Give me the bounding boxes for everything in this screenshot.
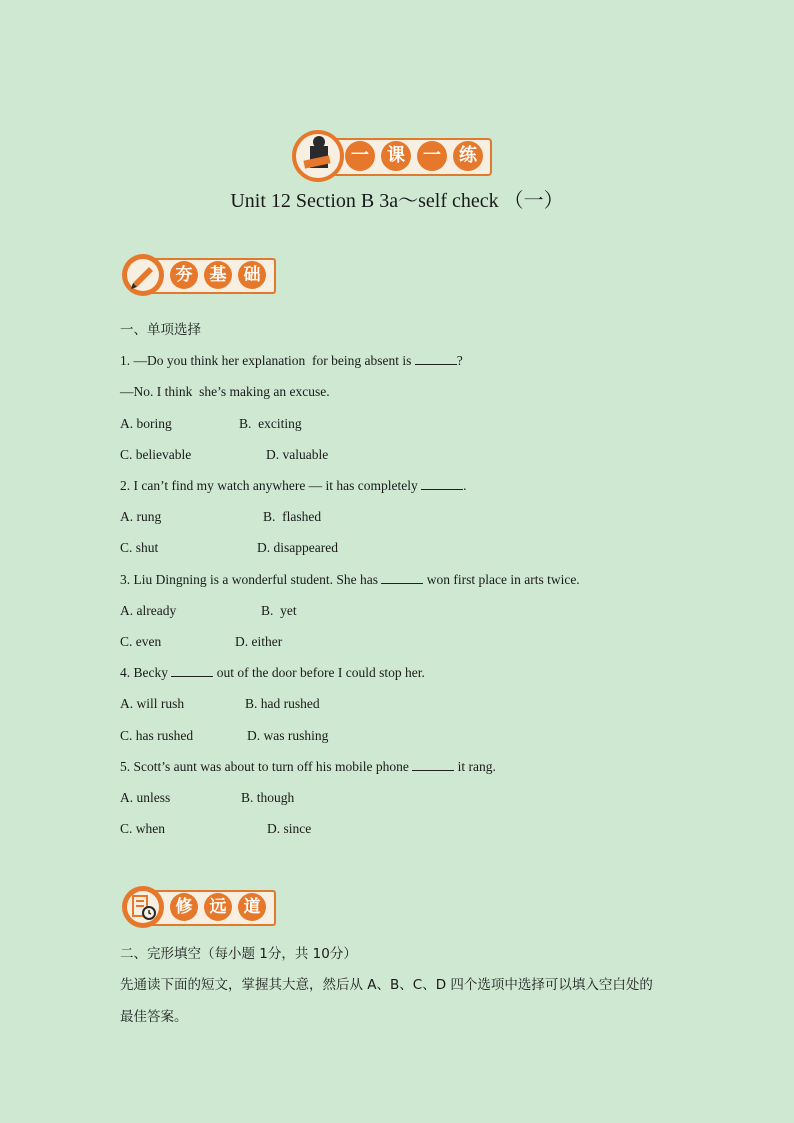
q2-option-a: A. rung — [120, 509, 162, 524]
q1-option-c: C. believable — [120, 447, 192, 462]
q5-option-d: D. since — [267, 821, 312, 836]
question-2 — [120, 477, 467, 495]
section2-heading: 二、完形填空（每小题 1分，共 10分） — [120, 946, 357, 962]
question-4 — [120, 664, 425, 682]
q2-option-c: C. shut — [120, 540, 159, 555]
q3-blank — [381, 571, 423, 584]
section2-char-1: 修 — [170, 893, 198, 921]
banner-char-2: 课 — [381, 141, 411, 171]
section1-char-1: 夯 — [170, 261, 198, 289]
banner-char-3: 一 — [417, 141, 447, 171]
page-title: Unit 12 Section B 3a～self check （一） — [230, 190, 564, 212]
question-5 — [120, 758, 496, 776]
q3-option-c: C. even — [120, 634, 162, 649]
section2-char-2: 远 — [204, 893, 232, 921]
section2-instruction-line1: 先通读下面的短文，掌握其大意，然后从 A、B、C、D 四个选项中选择可以填入空白处的 — [120, 977, 653, 993]
q5-stem-after: it rang. — [454, 759, 496, 774]
q3-stem-before: 3. Liu Dingning is a wonderful student. She has — [120, 572, 382, 587]
q1-stem-after: ? — [456, 353, 463, 368]
q1-blank — [415, 352, 457, 365]
q2-option-d: D. disappeared — [257, 540, 338, 555]
section2-instruction-line2: 最佳答案。 — [120, 1009, 188, 1025]
section2-char-3: 道 — [238, 893, 266, 921]
section-banner-1 — [120, 252, 280, 298]
section1-char-2: 基 — [204, 261, 232, 289]
q2-option-b: B. flashed — [263, 509, 322, 524]
q2-blank — [421, 477, 463, 490]
q1-extra: —No. I think she’s making an excuse. — [120, 384, 330, 399]
q3-option-a: A. already — [120, 603, 177, 618]
q5-option-a: A. unless — [120, 790, 171, 805]
q2-stem-after: . — [463, 478, 467, 493]
banner-char-4: 练 — [453, 141, 483, 171]
q5-blank — [412, 758, 454, 771]
q4-option-c: C. has rushed — [120, 728, 194, 743]
q1-option-a: A. boring — [120, 416, 172, 431]
q4-option-d: D. was rushing — [247, 728, 329, 743]
q4-stem-after: out of the door before I could stop her. — [213, 665, 425, 680]
q1-option-b: B. exciting — [239, 416, 302, 431]
q5-option-b: B. though — [241, 790, 295, 805]
pencil-emblem-icon — [120, 252, 166, 298]
banner-char-1: 一 — [345, 141, 375, 171]
q5-stem-before: 5. Scott’s aunt was about to turn off his mobile phone — [120, 759, 413, 774]
q1-stem-before: 1. —Do you think her explanation for being absent is — [120, 353, 415, 368]
q3-stem-after: won first place in arts twice. — [423, 572, 580, 587]
q3-option-b: B. yet — [261, 603, 297, 618]
q2-stem-before: 2. I can’t find my watch anywhere — it has completely — [120, 478, 422, 493]
q5-option-c: C. when — [120, 821, 165, 836]
clock-document-emblem-icon — [120, 884, 166, 930]
q4-stem-before: 4. Becky — [120, 665, 172, 680]
question-1 — [120, 352, 463, 370]
question-3 — [120, 571, 580, 589]
q4-blank — [171, 664, 213, 677]
reader-emblem-icon — [290, 128, 344, 182]
top-banner — [290, 128, 500, 184]
section1-heading: 一、单项选择 — [120, 322, 201, 338]
q1-option-d: D. valuable — [266, 447, 329, 462]
q4-option-a: A. will rush — [120, 696, 185, 711]
q3-option-d: D. either — [235, 634, 283, 649]
section-banner-2 — [120, 884, 280, 930]
section1-char-3: 础 — [238, 261, 266, 289]
q4-option-b: B. had rushed — [245, 696, 320, 711]
